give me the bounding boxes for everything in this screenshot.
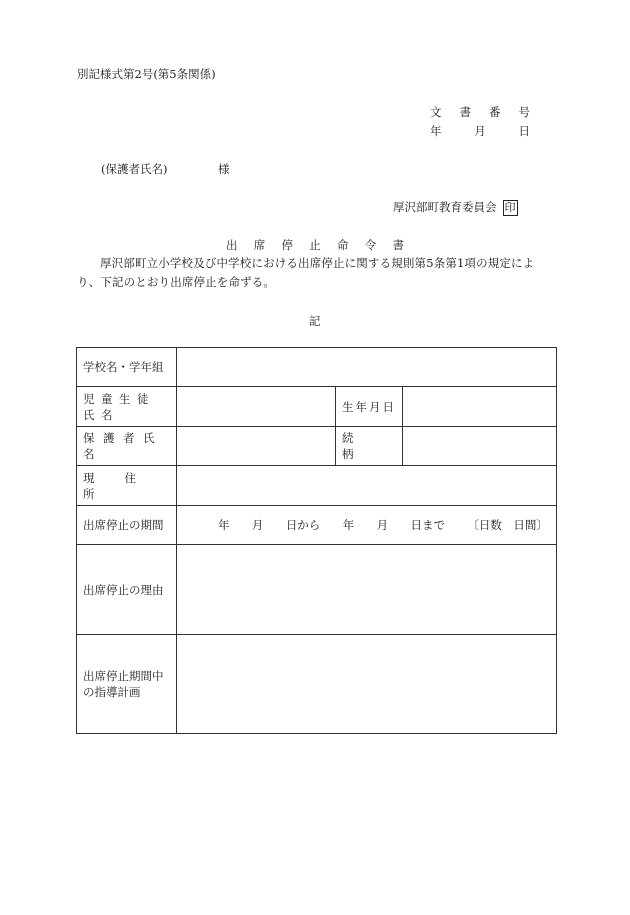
school-field[interactable] <box>177 348 557 387</box>
student-name-field[interactable] <box>177 387 336 427</box>
guardian-name-label: 保護者氏名 <box>83 431 163 461</box>
guardian-row <box>77 427 557 466</box>
guidance-plan-label: 出席停止期間中の指導計画 <box>83 669 164 699</box>
student-name-label: 児童生徒氏名 <box>83 391 155 422</box>
period-row <box>77 506 557 545</box>
relationship-field[interactable] <box>403 427 557 466</box>
seal-stamp-box: 印 <box>504 201 516 214</box>
form-number-label: 別記様式第2号(第5条関係) <box>77 67 216 81</box>
guardian-name-placeholder: (保護者氏名) <box>101 162 168 176</box>
order-body-text: 厚沢部町立小学校及び中学校における出席停止に関する規則第5条第1項の規定により、下記のとおり出席停止を命ずる。 <box>77 256 535 289</box>
reason-field[interactable] <box>177 545 557 635</box>
guidance-plan-field[interactable] <box>177 635 557 734</box>
issuer <box>393 199 518 216</box>
document-number-label: 文 書 番 号 <box>430 105 530 119</box>
school-row <box>77 348 557 387</box>
guardian-name-field[interactable] <box>177 427 336 466</box>
suspension-form-table <box>76 347 557 734</box>
relationship-label: 続柄 <box>342 431 380 461</box>
address-label: 現住所 <box>83 470 166 501</box>
period-label: 出席停止の期間 <box>83 518 164 532</box>
document-title: 出 席 停 止 命 令 書 <box>226 238 404 252</box>
student-row <box>77 387 557 427</box>
address-field[interactable] <box>177 466 557 506</box>
document-date-label: 年 月 日 <box>430 124 530 138</box>
address-row <box>77 466 557 506</box>
reason-row <box>77 545 557 635</box>
school-label: 学校名・学年組 <box>83 360 164 374</box>
reason-label: 出席停止の理由 <box>83 582 164 597</box>
honorific: 様 <box>218 162 230 176</box>
guidance-row <box>77 635 557 734</box>
birthdate-field[interactable] <box>403 387 557 427</box>
ki-heading: 記 <box>309 314 321 328</box>
period-field[interactable]: 年 月 日から 年 月 日まで 〔日数 日間〕 <box>218 518 548 532</box>
issuer-name: 厚沢部町教育委員会 <box>393 200 497 214</box>
birthdate-label: 生年月日 <box>342 399 396 414</box>
